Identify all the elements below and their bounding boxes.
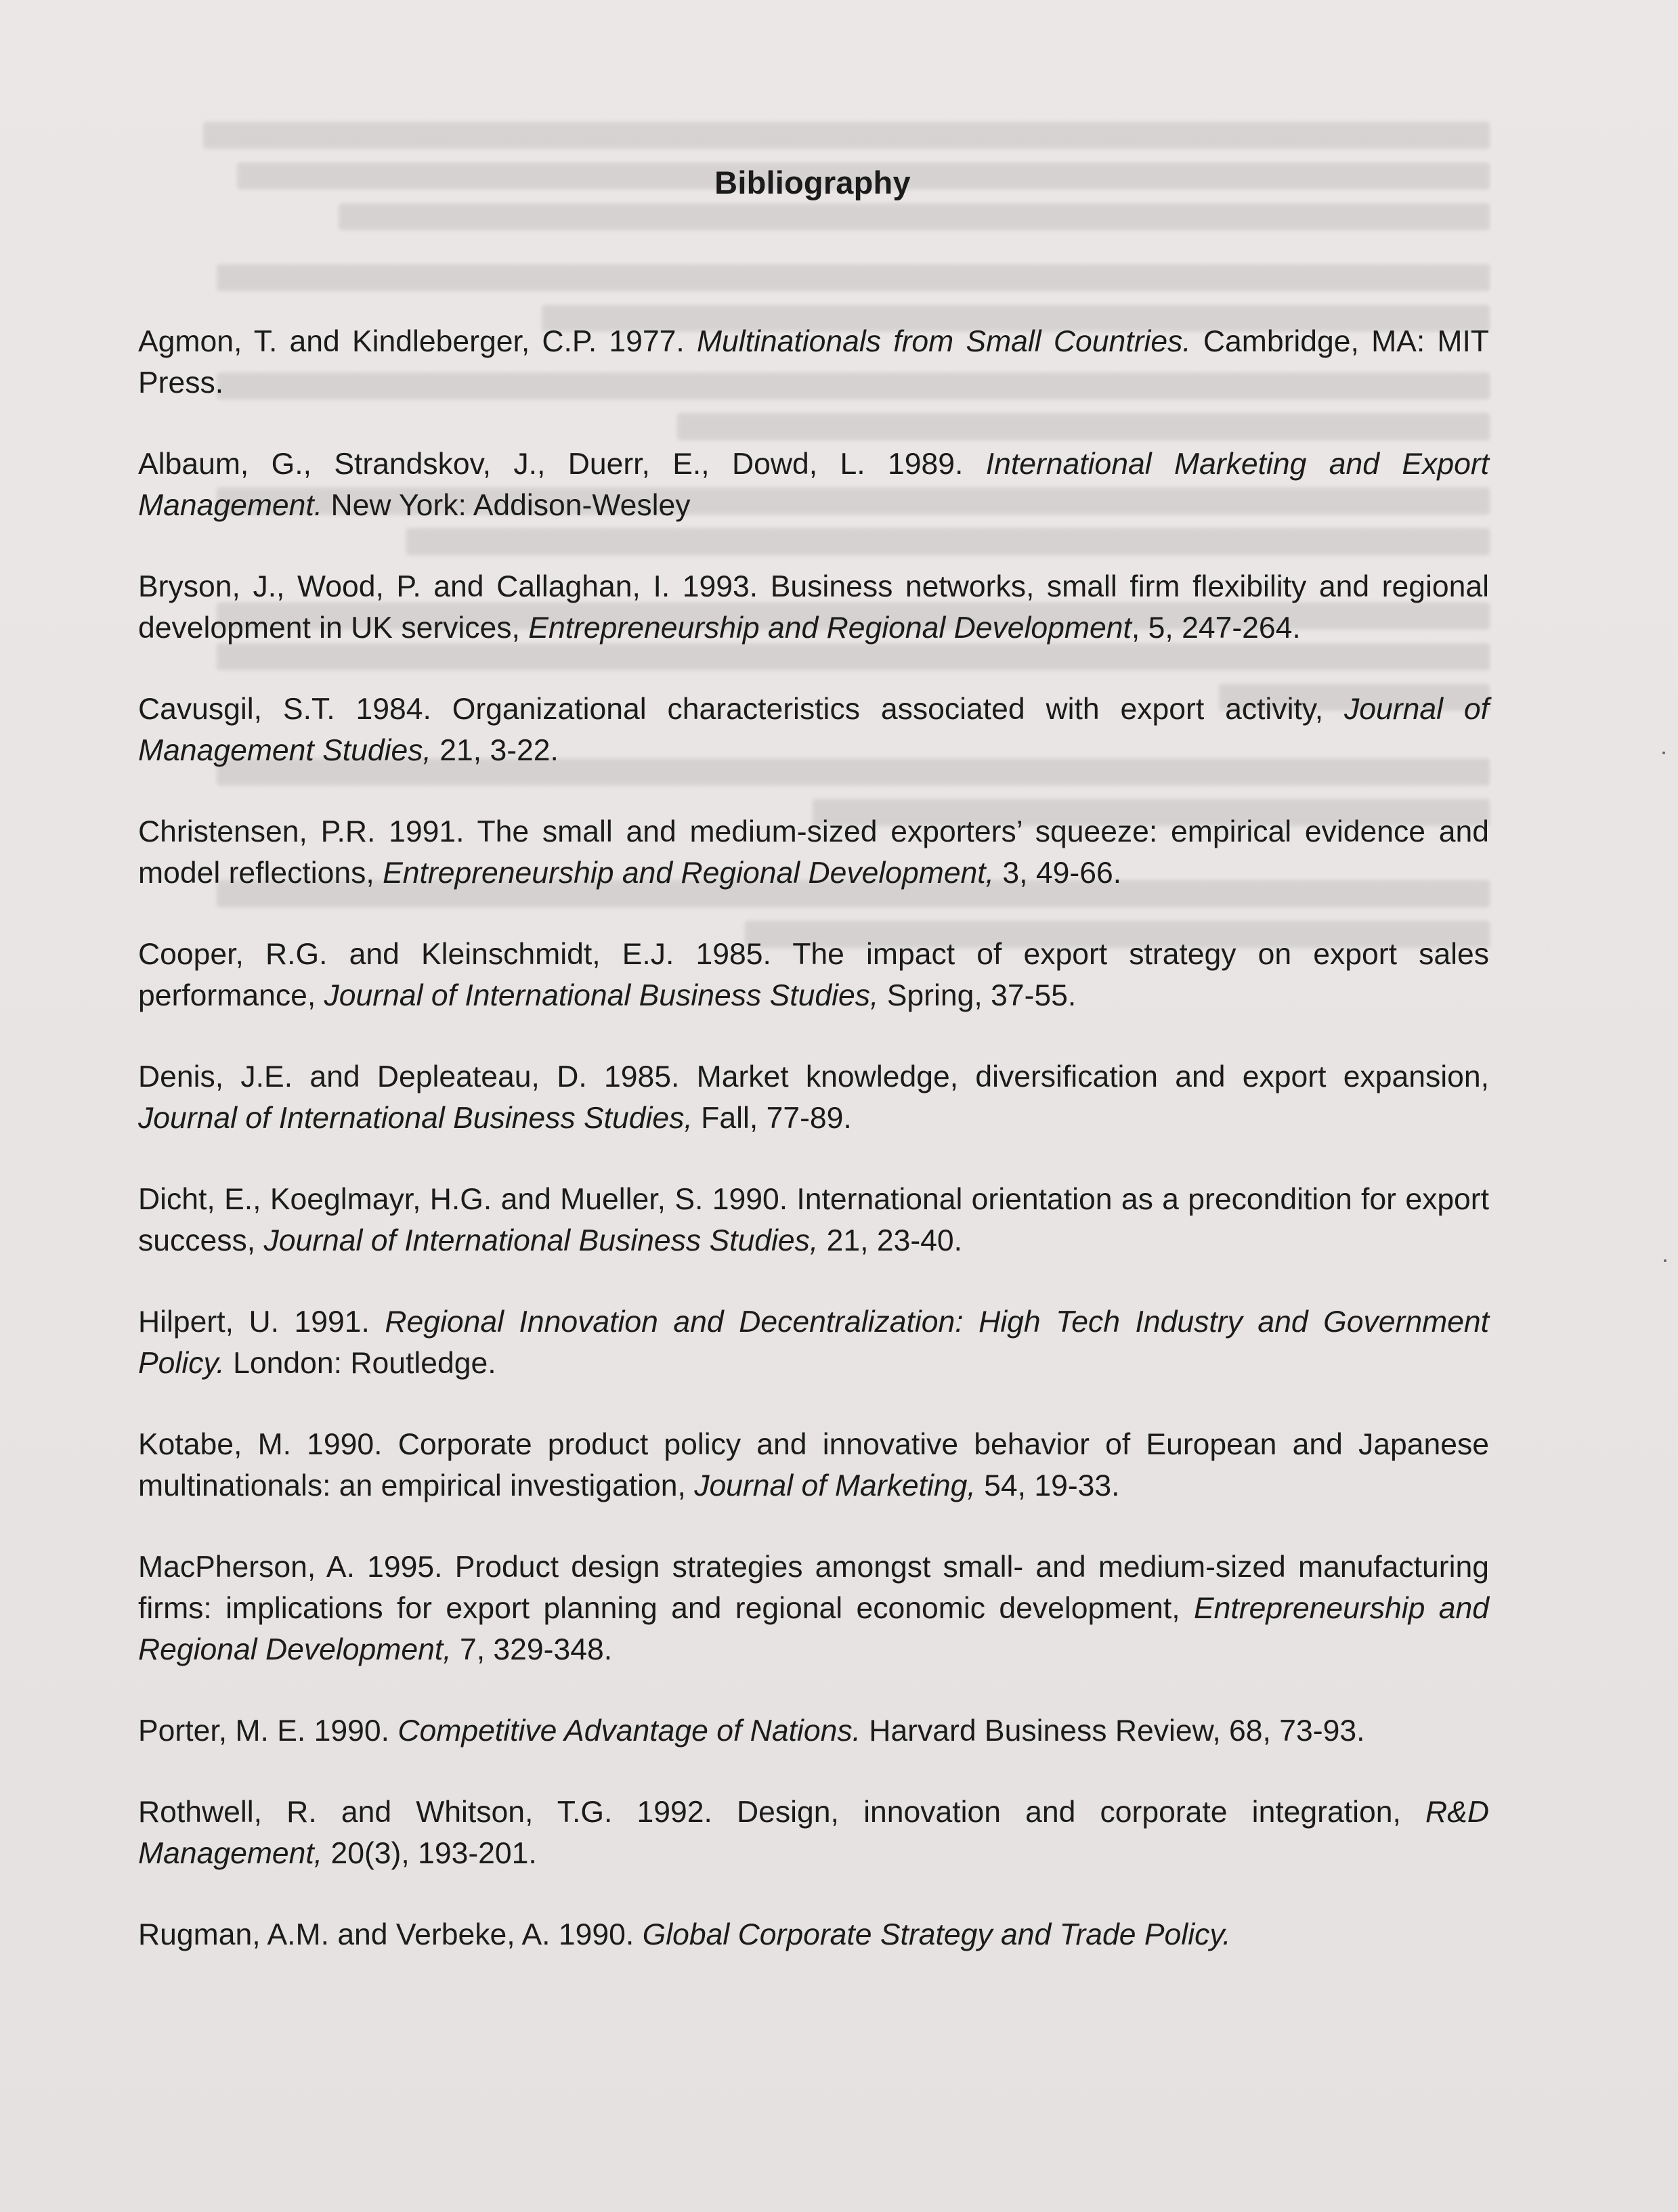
bleed-line bbox=[203, 122, 1490, 149]
entry-italic-title: Regional Innovation and Decentralization: High Tech Industry and Government Policy. bbox=[138, 1305, 1489, 1380]
bibliography-entry bbox=[138, 1792, 1489, 1874]
entry-text: 21, 3-22. bbox=[431, 734, 559, 767]
entry-text: 3, 49-66. bbox=[994, 856, 1122, 890]
bibliography-entry bbox=[138, 1424, 1489, 1506]
entry-text: Christensen, P.R. 1991. The small and medium-sized exporters’ squeeze: empirical evidence and model reflections, bbox=[138, 815, 1489, 890]
entry-text: Porter, M. E. 1990. bbox=[138, 1714, 398, 1748]
bibliography-entry bbox=[138, 1914, 1489, 1955]
bibliography-entry bbox=[138, 1301, 1489, 1384]
entry-text: 54, 19-33. bbox=[975, 1469, 1120, 1502]
bibliography-entry bbox=[138, 443, 1489, 526]
entry-italic-title: Journal of Marketing, bbox=[694, 1469, 976, 1502]
entry-text: Bryson, J., Wood, P. and Callaghan, I. 1993. Business networks, small firm flexibility and regional development in UK services, bbox=[138, 570, 1489, 645]
entry-italic-title: Global Corporate Strategy and Trade Policy. bbox=[642, 1918, 1231, 1951]
paper-speck bbox=[1662, 752, 1665, 754]
entry-italic-title: Journal of Management Studies, bbox=[138, 693, 1489, 767]
entry-text: , 5, 247-264. bbox=[1131, 611, 1301, 645]
entry-italic-title: R&D Management, bbox=[138, 1796, 1489, 1870]
entry-text: Dicht, E., Koeglmayr, H.G. and Mueller, S. 1990. International orientation as a precondition for export success, bbox=[138, 1183, 1489, 1257]
entry-italic-title: Entrepreneurship and Regional Development, bbox=[138, 1592, 1489, 1666]
entry-text: Denis, J.E. and Depleateau, D. 1985. Market knowledge, diversification and export expansion, bbox=[138, 1060, 1489, 1093]
bleed-line bbox=[339, 203, 1490, 230]
entry-italic-title: Competitive Advantage of Nations. bbox=[397, 1714, 861, 1748]
entry-text: Cooper, R.G. and Kleinschmidt, E.J. 1985. The impact of export strategy on export sales performance, bbox=[138, 938, 1489, 1012]
paper-speck bbox=[1664, 1259, 1666, 1262]
entry-text: Spring, 37-55. bbox=[878, 979, 1077, 1012]
entry-italic-title: Journal of International Business Studies, bbox=[324, 979, 879, 1012]
entry-text: Agmon, T. and Kindleberger, C.P. 1977. bbox=[138, 325, 697, 358]
bibliography-entry bbox=[138, 1056, 1489, 1139]
bibliography-entry bbox=[138, 321, 1489, 404]
entry-text: 20(3), 193-201. bbox=[322, 1837, 537, 1870]
entry-text: Albaum, G., Strandskov, J., Duerr, E., Dowd, L. 1989. bbox=[138, 448, 986, 481]
bibliography-entry bbox=[138, 689, 1489, 771]
bibliography-entry bbox=[138, 566, 1489, 649]
entry-text: London: Routledge. bbox=[224, 1347, 496, 1380]
bibliography-entry bbox=[138, 1546, 1489, 1670]
entry-text: New York: Addison-Wesley bbox=[322, 489, 691, 522]
entry-text: Hilpert, U. 1991. bbox=[138, 1305, 385, 1339]
page-title: Bibliography bbox=[714, 165, 911, 200]
entry-italic-title: International Marketing and Export Management. bbox=[138, 448, 1489, 522]
entry-italic-title: Journal of International Business Studies, bbox=[138, 1102, 693, 1135]
bibliography-list bbox=[138, 321, 1489, 1955]
entry-text: Rothwell, R. and Whitson, T.G. 1992. Design, innovation and corporate integration, bbox=[138, 1796, 1426, 1829]
entry-italic-title: Entrepreneurship and Regional Development bbox=[528, 611, 1132, 645]
bleed-line bbox=[217, 264, 1490, 291]
entry-text: Cambridge, MA: MIT Press. bbox=[138, 325, 1489, 399]
entry-text: MacPherson, A. 1995. Product design strategies amongst small- and medium-sized manufacturing firms: implications for export planning and regional economic development, bbox=[138, 1550, 1489, 1625]
entry-text: Rugman, A.M. and Verbeke, A. 1990. bbox=[138, 1918, 643, 1951]
entry-text: Fall, 77-89. bbox=[692, 1102, 852, 1135]
bibliography-entry bbox=[138, 1710, 1489, 1752]
entry-italic-title: Journal of International Business Studies, bbox=[263, 1224, 819, 1257]
entry-italic-title: Entrepreneurship and Regional Development, bbox=[383, 856, 995, 890]
entry-text: Harvard Business Review, 68, 73-93. bbox=[860, 1714, 1365, 1748]
bibliography-entry bbox=[138, 811, 1489, 894]
entry-text: 7, 329-348. bbox=[451, 1633, 613, 1666]
entry-text: Cavusgil, S.T. 1984. Organizational characteristics associated with export activity, bbox=[138, 693, 1345, 726]
entry-text: Kotabe, M. 1990. Corporate product policy and innovative behavior of European and Japanese multinationals: an empirical investigation, bbox=[138, 1428, 1489, 1502]
entry-italic-title: Multinationals from Small Countries. bbox=[696, 325, 1191, 358]
bibliography-entry bbox=[138, 1179, 1489, 1261]
entry-text: 21, 23-40. bbox=[818, 1224, 963, 1257]
bibliography-entry bbox=[138, 934, 1489, 1016]
